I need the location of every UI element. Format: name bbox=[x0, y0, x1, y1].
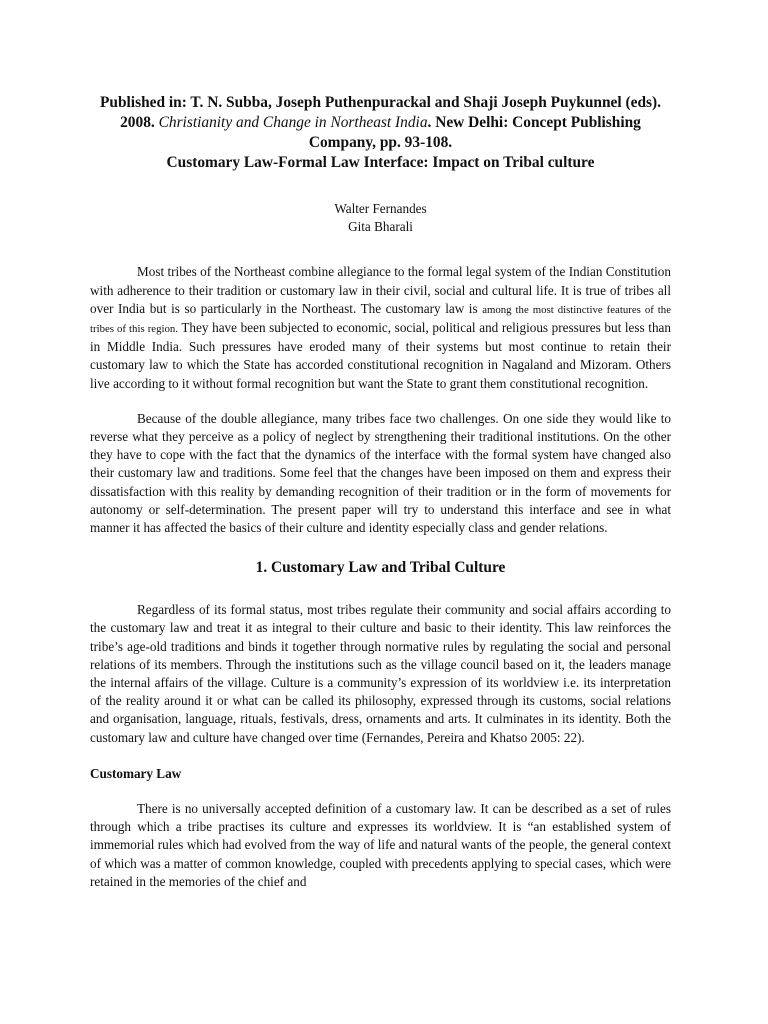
author-list bbox=[90, 200, 671, 236]
author-name: Walter Fernandes bbox=[334, 201, 427, 216]
book-title: Christianity and Change in Northeast India bbox=[158, 114, 428, 131]
citation-header bbox=[90, 93, 671, 153]
published-prefix: Published in: bbox=[100, 94, 187, 111]
paragraph-definition: There is no universally accepted definition of a customary law. It can be described as a set of rules through which a tribe practises its culture and expresses its worldview. It is “an established system of immemorial rules which had evolved from the way of life and natural wants of the people, the general context of which was a matter of common knowledge, coupled with precedents applying to special cases, which were retained in the memories of the chief and bbox=[90, 801, 671, 889]
subsection-heading: Customary Law bbox=[90, 765, 182, 781]
document-page bbox=[90, 93, 671, 891]
paragraph-culture: Regardless of its formal status, most tribes regulate their community and social affairs according to the customary law and treat it as integral to their culture and basic to their identity. This law reinforces the tribe’s age-old traditions and binds it together through normative rules by regulating the social and personal relations of its members. Through the institutions such as the village council based on it, the leaders manage the internal affairs of the village. Culture is a community’s expression of its worldview i.e. its interpretation of the reality around it or what can be called its philosophy, expressed through its customs, social relations and organisation, language, rituals, festivals, dress, ornaments and arts. It culminates in its identity. Both the customary law and culture have changed over time (Fernandes, Pereira and Khatso 2005: 22). bbox=[90, 602, 671, 745]
section-heading: 1. Customary Law and Tribal Culture bbox=[255, 559, 506, 577]
paragraph-intro bbox=[90, 263, 671, 392]
publisher-text: . New Delhi: Concept Publishing Company, pp. 93-108. bbox=[308, 114, 641, 151]
paper-title: Customary Law-Formal Law Interface: Impact on Tribal culture bbox=[166, 154, 595, 171]
paragraph-text: They have been subjected to economic, social, political and religious pressures but less than in Middle India. Such pressures have eroded many of their systems but most continue to retain their customary law to which the State has accorded constitutional recognition in Nagaland and Mizoram. Others live according to it without formal recognition but want the State to grant them constitutional recognition. bbox=[90, 320, 671, 391]
paragraph-small-text: among the most distinctive features of the tribes of this region. bbox=[90, 303, 671, 336]
paragraph-challenges: Because of the double allegiance, many tribes face two challenges. On one side they would like to reverse what they perceive as a policy of neglect by strengthening their traditional institutions. On the other they have to cope with the fact that the dynamics of the interface with the formal system have changed also their customary law and traditions. Some feel that the changes have been imposed on them and express their dissatisfaction with this reality by demanding recognition of their tradition or in the form of movements for autonomy or self-determination. The present paper will try to understand this interface and see in what manner it has affected the basics of their culture and identity especially class and gender relations. bbox=[90, 410, 671, 536]
paragraph-text: Most tribes of the Northeast combine allegiance to the formal legal system of the Indian Constitution with adherence to their tradition or customary law in their civil, social and cultural life. It is true of tribes all over India but is so particularly in the Northeast. The customary law is bbox=[90, 264, 671, 316]
author-name: Gita Bharali bbox=[348, 219, 413, 235]
editors-text: T. N. Subba, Joseph Puthenpurackal and Shaji Joseph Puykunnel (eds). 2008. bbox=[120, 94, 661, 131]
